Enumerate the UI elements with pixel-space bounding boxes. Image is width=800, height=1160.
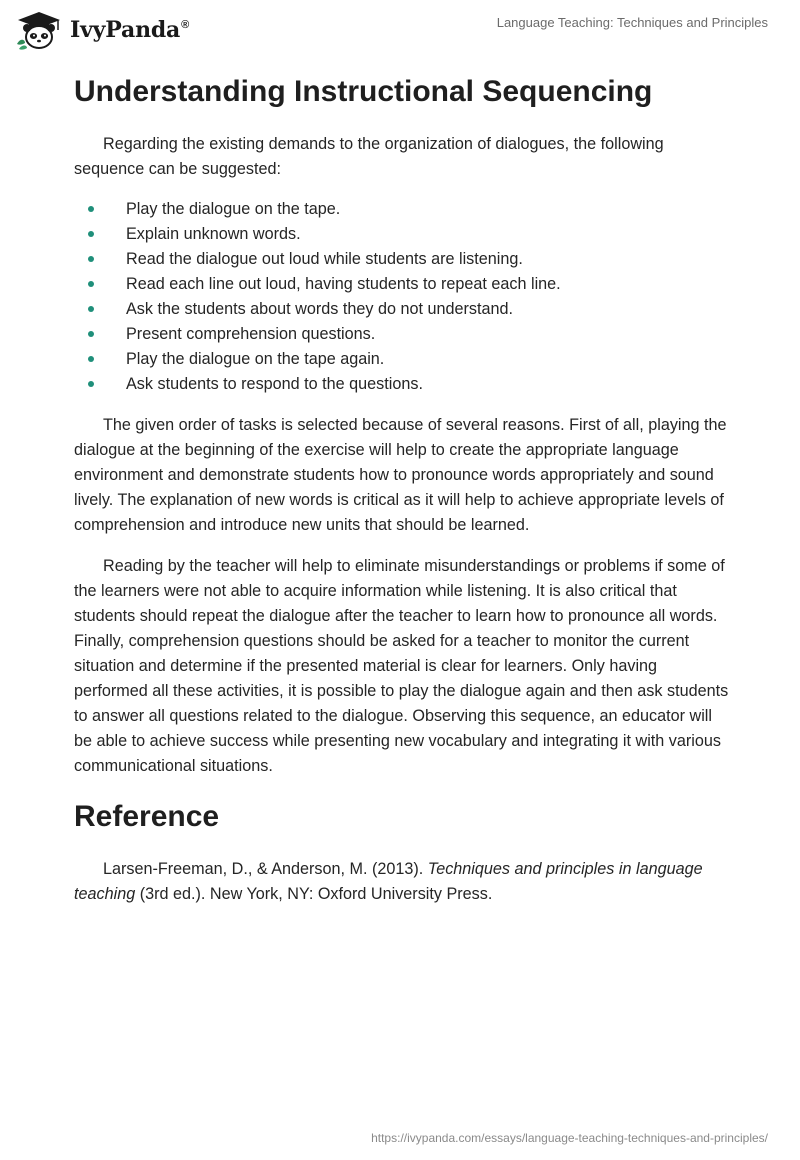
running-title: Language Teaching: Techniques and Principles xyxy=(496,15,768,30)
bullet-dot-icon xyxy=(88,231,94,237)
reference-authors: Larsen-Freeman, D., & Anderson, M. (2013). xyxy=(103,860,428,878)
list-item xyxy=(74,197,730,222)
bullet-dot-icon xyxy=(88,306,94,312)
brand-logo[interactable] xyxy=(14,10,189,50)
bullet-dot-icon xyxy=(88,381,94,387)
list-item-text: Explain unknown words. xyxy=(126,225,301,243)
bullet-dot-icon xyxy=(88,331,94,337)
brand-text: IvyPanda xyxy=(70,17,181,43)
list-item xyxy=(74,272,730,297)
list-item xyxy=(74,322,730,347)
intro-paragraph: Regarding the existing demands to the organization of dialogues, the following sequence can be suggested: xyxy=(74,135,664,178)
list-item-text: Play the dialogue on the tape again. xyxy=(126,350,385,368)
page-header xyxy=(0,0,800,60)
list-item-text: Present comprehension questions. xyxy=(126,325,376,343)
article-body xyxy=(74,72,730,907)
list-item-text: Read the dialogue out loud while students are listening. xyxy=(126,250,523,268)
list-item-text: Read each line out loud, having students to repeat each line. xyxy=(126,275,561,293)
reference-heading: Reference xyxy=(74,800,220,833)
list-item-text: Ask students to respond to the questions. xyxy=(126,375,423,393)
brand-name xyxy=(70,17,189,43)
reference-title: Techniques and principles in language teaching xyxy=(74,860,703,903)
source-url[interactable]: https://ivypanda.com/essays/language-teaching-techniques-and-principles/ xyxy=(371,1131,768,1145)
body-paragraph-2: Reading by the teacher will help to eliminate misunderstandings or problems if some of the learners were not able to acquire information while listening. It is also critical that students should repeat the dialogue after the teacher to learn how to pronounce all words. Finally, comprehension questions should be asked for a teacher to monitor the current situation and determine if the presented material is clear for learners. Only having performed all these activities, it is possible to play the dialogue again and then ask students to answer all questions related to the dialogue. Observing this sequence, an educator will be able to achieve success while presenting new vocabulary and integrating it with various communicational situations. xyxy=(74,557,729,775)
list-item xyxy=(74,347,730,372)
bullet-dot-icon xyxy=(88,356,94,362)
section-heading: Understanding Instructional Sequencing xyxy=(74,75,653,108)
registered-mark: ® xyxy=(181,19,190,31)
panda-graduate-icon xyxy=(14,10,64,50)
list-item-text: Ask the students about words they do not understand. xyxy=(126,300,513,318)
list-item xyxy=(74,222,730,247)
reference-publisher: (3rd ed.). New York, NY: Oxford University Press. xyxy=(135,885,493,903)
list-item xyxy=(74,297,730,322)
list-item-text: Play the dialogue on the tape. xyxy=(126,200,341,218)
list-item xyxy=(74,247,730,272)
bullet-dot-icon xyxy=(88,256,94,262)
bullet-dot-icon xyxy=(88,281,94,287)
body-paragraph-1: The given order of tasks is selected because of several reasons. First of all, playing the dialogue at the beginning of the exercise will help to create the appropriate language environment and demonstrate students how to pronounce words appropriately and sound lively. The explanation of new words is critical as it will help to achieve appropriate levels of comprehension and introduce new units that should be learned. xyxy=(74,416,727,534)
list-item xyxy=(74,372,730,397)
bullet-dot-icon xyxy=(88,206,94,212)
sequence-list xyxy=(74,197,730,397)
reference-entry xyxy=(74,857,730,907)
